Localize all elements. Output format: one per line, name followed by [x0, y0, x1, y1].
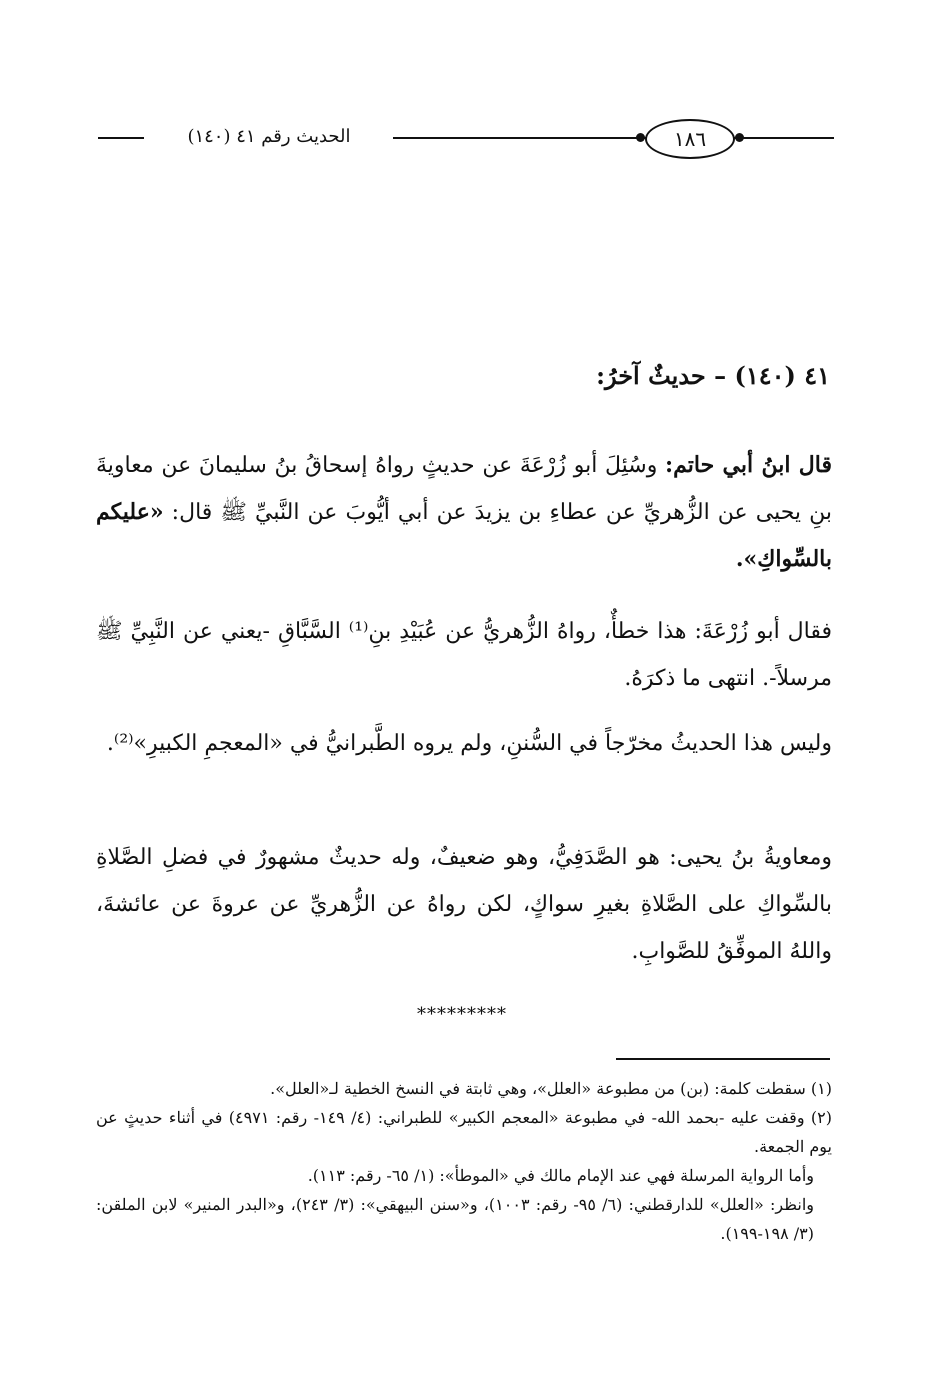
- header-rule-left: [98, 137, 144, 139]
- paragraph-note: وليس هذا الحديثُ مخرّجاً في السُّننِ، ولم يروه الطَّبرانيُّ في «المعجمِ الكبيرِ»⁽²⁾.: [106, 731, 832, 756]
- footnote-2-continued: وأما الرواية المرسلة فهي عند الإمام مالك في «الموطأ»: (١/ ٦٥- رقم: ١١٣).: [307, 1166, 814, 1185]
- paragraph-text: وسُئِلَ أبو زُرْعَةَ عن حديثٍ رواهُ إسحاقُ بنُ سليمانَ عن معاويةَ بنِ يحيى عن الزُّهريِّ عن عطاءِ بن يزيدَ عن أبي أيُّوبَ عن النَّبيِّ ﷺ قال:: [96, 453, 832, 525]
- paragraph-question: [96, 442, 832, 583]
- footnote-2: (٢) وقفت عليه -بحمد الله- في مطبوعة «المعجم الكبير» للطبراني: (٤/ ١٤٩- رقم: ٤٩٧١) في أثناء حديثٍ عن يوم الجمعة.: [96, 1108, 833, 1156]
- paragraph-lead: قال ابنُ أبي حاتم:: [665, 452, 832, 478]
- header-rule-right: [738, 137, 834, 139]
- page-number: ١٨٦: [645, 119, 735, 159]
- paragraph-narrator: ومعاويةُ بنُ يحيى: هو الصَّدَفِيُّ، وهو ضعيفٌ، وله حديثٌ مشهورٌ في فضلِ الصَّلاةِ بالسِّواكِ على الصَّلاةِ بغيرِ سواكٍ، لكن رواهُ عن الزُّهريِّ عن عروةَ عن عائشةَ، واللهُ الموفِّقُ للصَّوابِ.: [96, 845, 832, 964]
- footnotes: [96, 1074, 832, 1248]
- paragraph-answer: فقال أبو زُرْعَةَ: هذا خطأٌ، رواهُ الزُّهريُّ عن عُبَيْدِ بنِ⁽¹⁾ السَّبَّاقِ -يعني عن النَّبِيِّ ﷺ مرسلاً-. انتهى ما ذكرَهُ.: [96, 619, 832, 691]
- footnote-1: (١) سقطت كلمة: (بن) من مطبوعة «العلل»، وهي ثابتة في النسخ الخطية لـ«العلل».: [270, 1079, 832, 1098]
- header-ornament-dot: [636, 133, 645, 142]
- footnote-2-references: وانظر: «العلل» للدارقطني: (٦/ ٩٥- رقم: ١٠٠٣)، و«سنن البيهقي»: (٣/ ٢٤٣)، و«البدر المنير» لابن الملقن: (٣/ ١٩٨-١٩٩).: [96, 1195, 815, 1243]
- running-title: الحديث رقم ٤١ (١٤٠): [153, 122, 385, 152]
- header-ornament-dot: [735, 133, 744, 142]
- section-separator: *********: [417, 1004, 507, 1025]
- footnote-rule: [616, 1058, 830, 1060]
- hadith-quote: «عليكم بالسِّواكِ».: [96, 499, 832, 572]
- section-title: ٤١ (١٤٠) – حديثٌ آخرُ:: [596, 361, 830, 390]
- running-header: [98, 118, 834, 158]
